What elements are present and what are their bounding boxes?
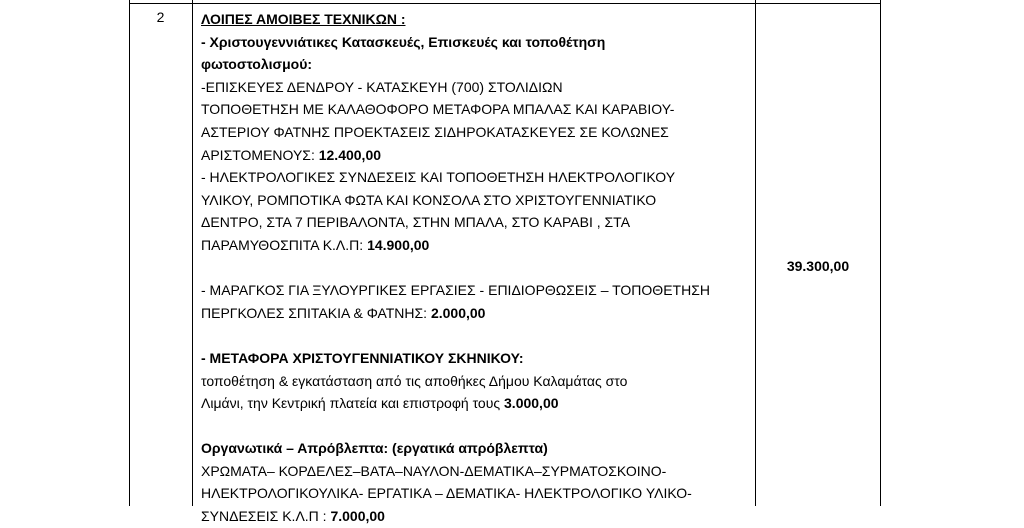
item3-line-1: - ΜΑΡΑΓΚΟΣ ΓΙΑ ΞΥΛΟΥΡΓΙΚΕΣ ΕΡΓΑΣΙΕΣ - ΕΠΙΔΙΟΡΘΩΣΕΙΣ – ΤΟΠΟΘΕΤΗΣΗ: [201, 282, 710, 299]
row-number: 2: [156, 9, 165, 25]
spacer: [201, 257, 749, 280]
item3-line-2: [201, 302, 749, 325]
item5-line-2: ΗΛΕΚΤΡΟΛΟΓΙΚΟΥΛΙΚΑ- ΕΡΓΑΤΙΚΑ – ΔΕΜΑΤΙΚΑ- ΗΛΕΚΤΡΟΛΟΓΙΚΟ ΥΛΙΚΟ-: [201, 485, 692, 502]
item5-title: Οργανωτικά – Απρόβλεπτα: (εργατικά απρόβλεπτα): [201, 440, 548, 457]
item2-line-2: ΥΛΙΚΟΥ, ΡΟΜΠΟΤΙΚΑ ΦΩΤΑ ΚΑΙ ΚΟΝΣΟΛΑ ΣΤΟ ΧΡΙΣΤΟΥΓΕΝΝΙΑΤΙΚΟ: [201, 191, 657, 208]
item5-line-1: ΧΡΩΜΑΤΑ– ΚΟΡΔΕΛΕΣ–ΒΑΤΑ–ΝΑΥΛΟΝ-ΔΕΜΑΤΙΚΑ–ΣΥΡΜΑΤΟΣΚΟΙΝΟ-: [201, 462, 667, 479]
item2-amount: 14.900,00: [367, 236, 430, 253]
row-top-border: [129, 3, 881, 4]
spacer: [201, 415, 749, 438]
cost-table: [129, 0, 881, 525]
row-total-amount: 39.300,00: [786, 258, 850, 274]
item2-line-4: [201, 234, 749, 257]
item2-text: ΠΑΡΑΜΥΘΟΣΠΙΤΑ Κ.Λ.Π:: [201, 236, 368, 253]
row-description: [201, 8, 749, 528]
item1-line-1: -ΕΠΙΣΚΕΥΕΣ ΔΕΝΔΡΟΥ - ΚΑΤΑΣΚΕΥΗ (700) ΣΤΟΛΙΔΙΩΝ: [201, 78, 563, 95]
subheading-line-2: φωτοστολισμού:: [201, 56, 313, 73]
item1-line-2: ΤΟΠΟΘΕΤΗΣΗ ΜΕ ΚΑΛΑΘΟΦΟΡΟ ΜΕΤΑΦΟΡΑ ΜΠΑΛΑΣ ΚΑΙ ΚΑΡΑΒΙΟΥ-: [201, 101, 675, 118]
table-right-border: [880, 0, 881, 506]
item3-amount: 2.000,00: [430, 304, 486, 321]
table-left-border: [129, 0, 130, 506]
item4-title: - ΜΕΤΑΦΟΡΑ ΧΡΙΣΤΟΥΓΕΝΝΙΑΤΙΚΟΥ ΣΚΗΝΙΚΟΥ:: [201, 349, 524, 366]
column-divider-number: [192, 0, 193, 506]
item5-text: ΣΥΝΔΕΣΕΙΣ Κ.Λ.Π :: [201, 508, 331, 525]
item2-line-3: ΔΕΝΤΡΟ, ΣΤΑ 7 ΠΕΡΙΒΑΛΟΝΤΑ, ΣΤΗΝ ΜΠΑΛΑ, ΣΤΟ ΚΑΡΑΒΙ , ΣΤΑ: [201, 214, 631, 231]
item3-text: ΠΕΡΓΚΟΛΕΣ ΣΠΙΤΑΚΙΑ & ΦΑΤΝΗΣ:: [201, 304, 431, 321]
item1-text: ΑΡΙΣΤΟΜΕΝΟΥΣ:: [201, 146, 319, 163]
column-divider-amount: [755, 0, 756, 506]
subheading-line-1: - Χριστουγεννιάτικες Κατασκευές, Επισκευές και τοποθέτηση: [201, 33, 606, 50]
item1-line-3: ΑΣΤΕΡΙΟΥ ΦΑΤΝΗΣ ΠΡΟΕΚΤΑΣΕΙΣ ΣΙΔΗΡΟΚΑΤΑΣΚΕΥΕΣ ΣΕ ΚΟΛΩΝΕΣ: [201, 123, 669, 140]
spacer: [201, 324, 749, 347]
item4-text: Λιμάνι, την Κεντρική πλατεία και επιστροφή τους: [201, 395, 505, 412]
item4-amount: 3.000,00: [504, 395, 559, 412]
item1-amount: 12.400,00: [318, 146, 382, 163]
item5-amount: 7.000,00: [330, 508, 385, 525]
item4-line-2: [201, 392, 749, 415]
item5-line-3: [201, 505, 749, 528]
section-heading: ΛΟΙΠΕΣ ΑΜΟΙΒΕΣ ΤΕΧΝΙΚΩΝ :: [201, 11, 406, 27]
item2-line-1: - ΗΛΕΚΤΡΟΛΟΓΙΚΕΣ ΣΥΝΔΕΣΕΙΣ ΚΑΙ ΤΟΠΟΘΕΤΗΣΗ ΗΛΕΚΤΡΟΛΟΓΙΚΟΥ: [201, 169, 676, 186]
item4-line-1: τοποθέτηση & εγκατάσταση από τις αποθήκες Δήμου Καλαμάτας στο: [201, 372, 628, 389]
item1-line-4: [201, 144, 749, 167]
